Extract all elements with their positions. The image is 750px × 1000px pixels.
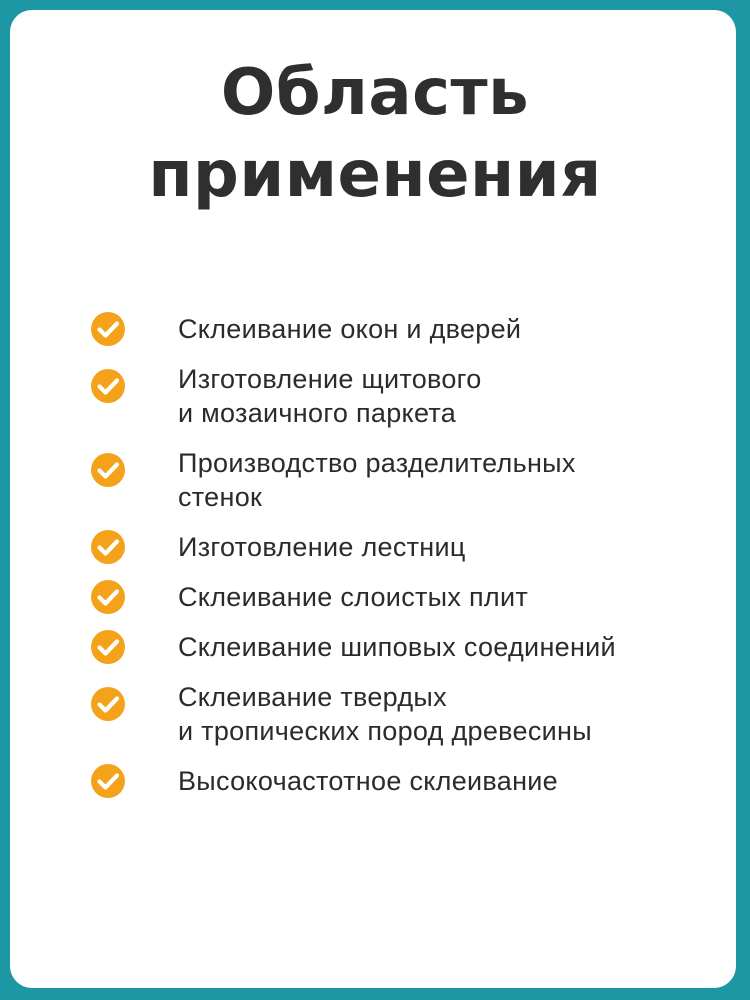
list-item-line: Изготовление лестниц bbox=[178, 532, 466, 562]
list-item bbox=[0, 764, 750, 798]
list-item-line: Склеивание слоистых плит bbox=[178, 582, 528, 612]
list-item bbox=[0, 680, 750, 748]
list-item-line: Производство разделительных bbox=[178, 448, 576, 478]
list-item-text bbox=[178, 680, 718, 748]
check-circle-icon bbox=[90, 368, 126, 404]
list-item-text bbox=[178, 312, 718, 346]
check-circle-icon bbox=[90, 452, 126, 488]
list-item-line: стенок bbox=[178, 482, 263, 512]
application-list bbox=[0, 312, 750, 814]
check-circle-icon bbox=[90, 579, 126, 615]
list-item-line: и мозаичного паркета bbox=[178, 398, 457, 428]
list-item-line: Склеивание окон и дверей bbox=[178, 314, 522, 344]
list-item-line: Изготовление щитового bbox=[178, 364, 482, 394]
list-item-text bbox=[178, 446, 718, 514]
title-line-1: Область bbox=[220, 56, 530, 130]
list-item-text bbox=[178, 630, 718, 664]
list-item-line: Склеивание шиповых соединений bbox=[178, 632, 616, 662]
list-item-line: Склеивание твердых bbox=[178, 682, 447, 712]
list-item-line: и тропических пород древесины bbox=[178, 716, 592, 746]
check-circle-icon bbox=[90, 529, 126, 565]
list-item-text bbox=[178, 530, 718, 564]
check-circle-icon bbox=[90, 629, 126, 665]
check-circle-icon bbox=[90, 686, 126, 722]
check-circle-icon bbox=[90, 311, 126, 347]
list-item-text bbox=[178, 764, 718, 798]
list-item bbox=[0, 630, 750, 664]
list-item bbox=[0, 530, 750, 564]
list-item bbox=[0, 362, 750, 430]
list-item-text bbox=[178, 362, 718, 430]
title-line-2: применения bbox=[148, 138, 602, 212]
check-circle-icon bbox=[90, 763, 126, 799]
list-item bbox=[0, 312, 750, 346]
list-item bbox=[0, 446, 750, 514]
list-item-text bbox=[178, 580, 718, 614]
list-item bbox=[0, 580, 750, 614]
page-title bbox=[0, 52, 750, 216]
list-item-line: Высокочастотное склеивание bbox=[178, 766, 558, 796]
